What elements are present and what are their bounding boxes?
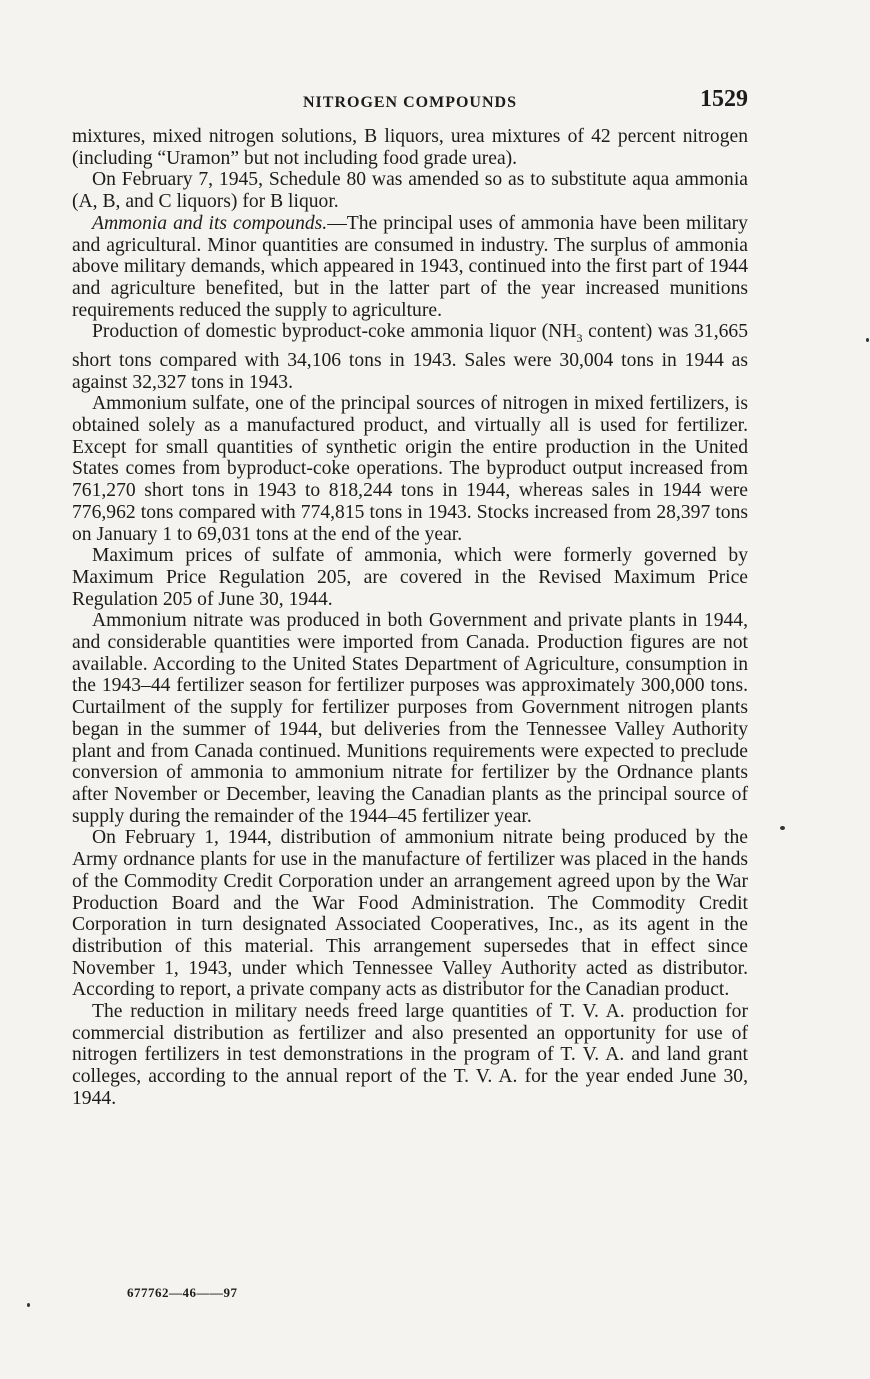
paragraph-tva-production: The reduction in military needs freed large quantities of T. V. A. production for commercial distribution as fertilizer and also presented an opportunity for use of nitrogen fertilizers in test demonstrations in the program of T. V. A. and land grant colleges, according to the annual report of the T. V. A. for the year ended June 30, 1944.: [72, 1001, 748, 1109]
paragraph-continuation: mixtures, mixed nitrogen solutions, B liquors, urea mixtures of 42 percent nitrogen (including “Uramon” but not including food grade urea).: [72, 126, 748, 169]
subscript-3: 3: [576, 331, 583, 346]
scan-speck: [27, 1303, 30, 1307]
scan-speck: [866, 338, 869, 342]
scan-speck: [780, 826, 785, 830]
running-head: NITROGEN COMPOUNDS: [302, 94, 517, 111]
section-heading-ammonia: Ammonia and its compounds.: [92, 212, 328, 234]
paragraph-ammonia-liquor: [72, 321, 748, 393]
page-header: [72, 86, 748, 126]
paragraph-maximum-prices: Maximum prices of sulfate of ammonia, which were formerly governed by Maximum Price Regulation 205, are covered in the Revised Maximum Price Regulation 205 of June 30, 1944.: [72, 545, 748, 610]
paragraph-schedule-amendment: On February 7, 1945, Schedule 80 was amended so as to substitute aqua ammonia (A, B, and C liquors) for B liquor.: [72, 169, 748, 213]
page-number: 1529: [700, 86, 748, 112]
paragraph-ammonia-uses-text: —The principal uses of ammonia have been military and agricultural. Minor quantities are consumed in industry. The surplus of ammonia above military demands, which appeared in 1943, continued into the first part of 1944 and agriculture benefited, but in the latter part of the year increased munitions requirements reduced the supply to agriculture.: [72, 212, 748, 321]
print-code: 677762—46——97: [127, 1285, 238, 1300]
body-text: [72, 126, 748, 1110]
paragraph-ammonium-sulfate: Ammonium sulfate, one of the principal sources of nitrogen in mixed fertilizers, is obtained solely as a manufactured product, and virtually all is used for fertilizer. Except for small quantities of synthetic origin the entire production in the United States comes from byproduct-coke operations. The byproduct output increased from 761,270 short tons in 1943 to 818,244 tons in 1944, whereas sales in 1944 were 776,962 tons compared with 774,815 tons in 1943. Stocks increased from 28,397 tons on January 1 to 69,031 tons at the end of the year.: [72, 393, 748, 545]
paragraph-ammonia-uses: [72, 213, 748, 322]
ammonia-liquor-text-start: Production of domestic byproduct-coke ammonia liquor (NH: [92, 321, 577, 343]
paragraph-distribution: On February 1, 1944, distribution of ammonium nitrate being produced by the Army ordnance plants for use in the manufacture of fertilizer was placed in the hands of the Commodity Credit Corporation under an arrangement agreed upon by the War Production Board and the War Food Administration. The Commodity Credit Corporation in turn designated Associated Cooperatives, Inc., as its agent in the distribution of this material. This arrangement supersedes that in effect since November 1, 1943, under which Tennessee Valley Authority acted as distributor. According to report, a private company acts as distributor for the Canadian product.: [72, 827, 748, 1001]
ammonia-liquor-text-end: content) was 31,665 short tons compared with 34,106 tons in 1943. Sales were 30,004 tons in 1944 as against 32,327 tons in 1943.: [72, 321, 748, 393]
document-page: [72, 86, 748, 1110]
paragraph-ammonium-nitrate: Ammonium nitrate was produced in both Government and private plants in 1944, and considerable quantities were imported from Canada. Production figures are not available. According to the United States Department of Agriculture, consumption in the 1943–44 fertilizer season for fertilizer purposes was approximately 300,000 tons. Curtailment of the supply for fertilizer purposes from Government nitrogen plants began in the summer of 1944, but deliveries from the Tennessee Valley Authority plant and from Canada continued. Munitions requirements were expected to preclude conversion of ammonia to ammonium nitrate for fertilizer by the Ordnance plants after November or December, leaving the Canadian plants as the principal source of supply during the remainder of the 1944–45 fertilizer year.: [72, 610, 748, 827]
